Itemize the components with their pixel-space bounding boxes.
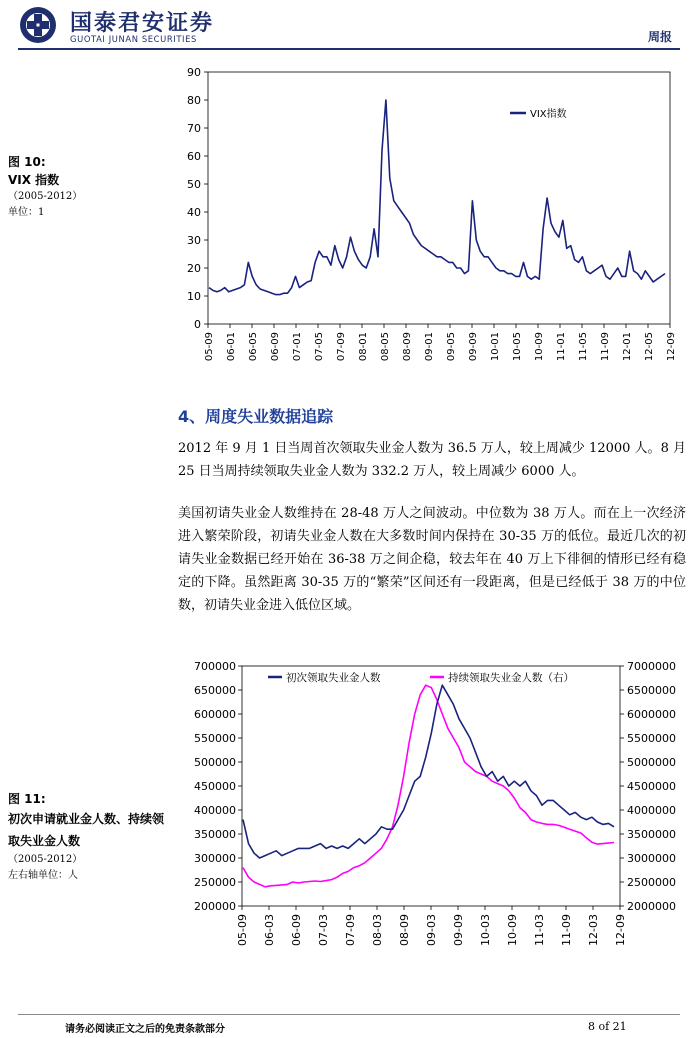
- figure11-title: 初次申请就业金人数、持续领取失业金人数: [8, 812, 165, 848]
- plot-frame: [208, 72, 670, 324]
- x-tick-label: 06-03: [263, 914, 276, 946]
- series-line-vix: [209, 100, 665, 295]
- y-tick-label: 50: [187, 178, 201, 191]
- y-tick-label-left: 450000: [194, 780, 236, 793]
- x-tick-label: 09-03: [425, 914, 438, 946]
- y-tick-label: 10: [187, 290, 201, 303]
- y-tick-label-left: 700000: [194, 660, 236, 673]
- y-tick-label-left: 650000: [194, 684, 236, 697]
- x-tick-label: 12-09: [614, 914, 627, 946]
- figure10-unit: 单位：1: [8, 207, 45, 218]
- x-tick-label: 07-01: [292, 332, 303, 362]
- y-tick-label-left: 200000: [194, 900, 236, 913]
- x-tick-label: 07-05: [314, 332, 325, 362]
- x-tick-label: 10-05: [512, 332, 523, 362]
- report-type-label: 周报: [647, 30, 672, 44]
- figure11-period: （2005-2012）: [8, 854, 83, 865]
- y-tick-label-right: 5000000: [627, 756, 676, 769]
- paragraph-1: 2012 年 9 月 1 日当周首次领取失业金人数为 36.5 万人，较上周减少 12000 人。8 月 25 日当周持续领取失业金人数为 332.2 万人，较上周减少 6000 人。: [178, 441, 686, 479]
- x-tick-label: 12-01: [622, 332, 633, 362]
- x-tick-label: 11-01: [556, 332, 567, 362]
- x-tick-label: 05-09: [204, 332, 215, 362]
- y-tick-label-right: 3000000: [627, 852, 676, 865]
- figure11-caption: [8, 790, 168, 884]
- x-tick-label: 06-09: [290, 914, 303, 946]
- y-tick-label-right: 5500000: [627, 732, 676, 745]
- x-tick-label: 08-03: [371, 914, 384, 946]
- y-tick-label-left: 550000: [194, 732, 236, 745]
- figure10-title: VIX 指数: [8, 173, 60, 187]
- y-tick-label-right: 6500000: [627, 684, 676, 697]
- y-tick-label-right: 3500000: [627, 828, 676, 841]
- y-tick-label-left: 250000: [194, 876, 236, 889]
- header-divider: [18, 48, 680, 50]
- page-number: 8 of 21: [588, 1020, 627, 1033]
- figure11-unit: 左右轴单位：人: [8, 870, 78, 881]
- x-tick-label: 06-09: [270, 332, 281, 362]
- y-tick-label: 90: [187, 66, 201, 79]
- y-tick-label: 40: [187, 206, 201, 219]
- logo-english-name: GUOTAI JUNAN SECURITIES: [70, 34, 197, 44]
- x-tick-label: 09-09: [452, 914, 465, 946]
- x-tick-label: 11-05: [578, 332, 589, 362]
- y-tick-label-right: 4500000: [627, 780, 676, 793]
- disclaimer-note: 请务必阅读正文之后的免责条款部分: [65, 1024, 225, 1035]
- x-tick-label: 08-09: [402, 332, 413, 362]
- y-tick-label-left: 400000: [194, 804, 236, 817]
- section-title: 4、周度失业数据追踪: [178, 407, 334, 426]
- y-tick-label-right: 4000000: [627, 804, 676, 817]
- x-tick-label: 07-03: [317, 914, 330, 946]
- y-tick-label-right: 7000000: [627, 660, 676, 673]
- x-tick-label: 10-03: [479, 914, 492, 946]
- x-tick-label: 10-01: [490, 332, 501, 362]
- vix-chart: [170, 58, 680, 388]
- y-tick-label-left: 500000: [194, 756, 236, 769]
- y-tick-label-left: 300000: [194, 852, 236, 865]
- logo-chinese-name: 国泰君安证券: [70, 11, 215, 36]
- figure10-number: 图 10:: [8, 155, 46, 169]
- x-tick-label: 12-09: [666, 332, 677, 362]
- y-tick-label-right: 2000000: [627, 900, 676, 913]
- y-tick-label: 80: [187, 94, 201, 107]
- x-tick-label: 11-03: [533, 914, 546, 946]
- figure10-period: （2005-2012）: [8, 191, 83, 202]
- y-tick-label: 70: [187, 122, 201, 135]
- figure10-caption: [8, 153, 82, 221]
- company-logo-icon: [18, 5, 62, 45]
- x-tick-label: 07-09: [336, 332, 347, 362]
- x-tick-label: 09-01: [424, 332, 435, 362]
- x-tick-label: 06-01: [226, 332, 237, 362]
- jobless-claims-chart: [178, 652, 688, 952]
- x-tick-label: 11-09: [600, 332, 611, 362]
- y-tick-label: 60: [187, 150, 201, 163]
- y-tick-label-right: 6000000: [627, 708, 676, 721]
- x-tick-label: 11-09: [560, 914, 573, 946]
- x-tick-label: 12-03: [587, 914, 600, 946]
- legend-label-continuing: 持续领取失业金人数（右）: [448, 672, 574, 684]
- x-tick-label: 06-05: [248, 332, 259, 362]
- y-tick-label: 20: [187, 262, 201, 275]
- footer-divider: [18, 1014, 680, 1015]
- x-tick-label: 08-09: [398, 914, 411, 946]
- x-tick-label: 05-09: [236, 914, 249, 946]
- x-tick-label: 12-05: [644, 332, 655, 362]
- x-tick-label: 09-09: [468, 332, 479, 362]
- x-tick-label: 10-09: [534, 332, 545, 362]
- y-tick-label-right: 2500000: [627, 876, 676, 889]
- legend-label: VIX指数: [530, 109, 567, 120]
- y-tick-label: 30: [187, 234, 201, 247]
- series-line-initial-claims: [243, 685, 614, 858]
- figure11-number: 图 11:: [8, 792, 46, 806]
- x-tick-label: 07-09: [344, 914, 357, 946]
- y-tick-label-left: 350000: [194, 828, 236, 841]
- y-tick-label: 0: [194, 318, 201, 331]
- series-line-continuing-claims: [243, 685, 614, 887]
- paragraph-2: 美国初请失业金人数维持在 28-48 万人之间波动。中位数为 38 万人。而在上一次经济进入繁荣阶段，初请失业金人数在大多数时间内保持在 30-35 万的低位。最近几次的初请失业金数据已经开始在 36-38 万之间企稳，较去年在 40 万上下徘徊的情形已经有稳定的下降。虽然距离 30-35 万的“繁荣”区间还有一段距离，但是已经低于 38 万的中位数，初请失业金进入低位区域。: [178, 506, 686, 613]
- legend-label-initial: 初次领取失业金人数: [286, 672, 381, 684]
- x-tick-label: 08-01: [358, 332, 369, 362]
- x-tick-label: 09-05: [446, 332, 457, 362]
- y-tick-label-left: 600000: [194, 708, 236, 721]
- x-tick-label: 10-09: [506, 914, 519, 946]
- plot-frame: [242, 666, 620, 906]
- x-tick-label: 08-05: [380, 332, 391, 362]
